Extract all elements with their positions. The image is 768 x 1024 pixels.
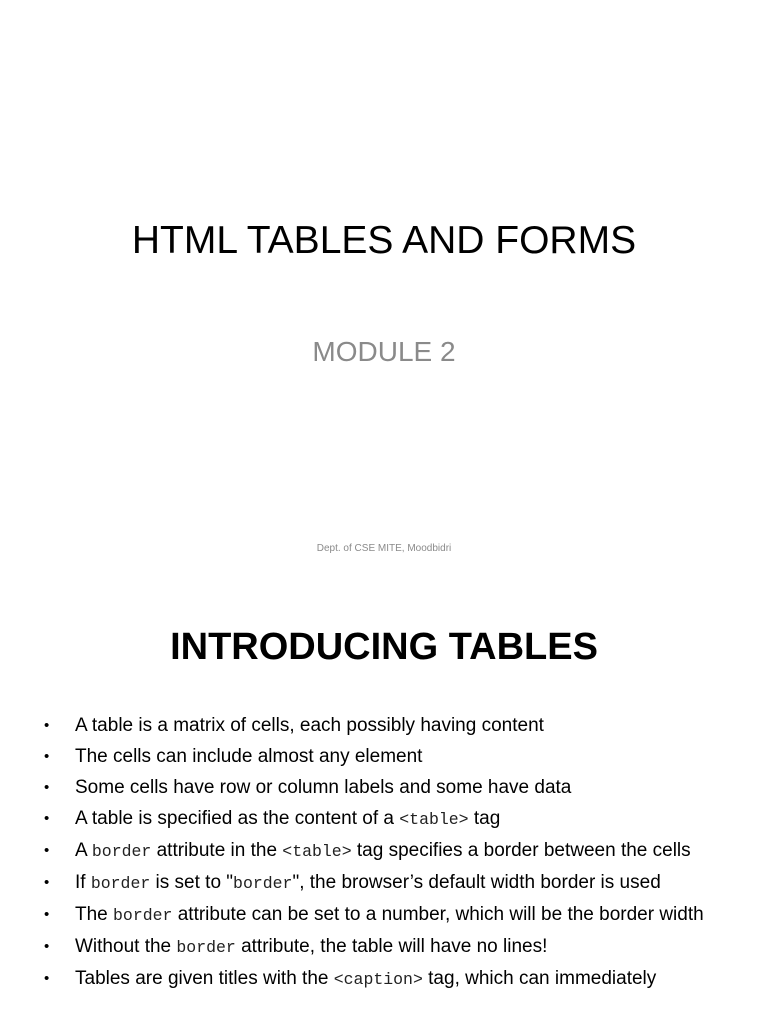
bullet-icon: • <box>44 717 50 734</box>
code-snippet: <table> <box>399 810 469 829</box>
bullet-text: attribute can be set to a number, which will be the border width <box>172 904 704 925</box>
code-snippet: border <box>113 906 173 925</box>
bullet-item <box>44 838 722 865</box>
bullet-text: The <box>75 904 114 925</box>
bullet-icon: • <box>44 874 50 891</box>
code-snippet: border <box>90 874 151 893</box>
bullet-text: Without the <box>75 936 177 957</box>
slide-subtitle: MODULE 2 <box>312 336 456 367</box>
code-snippet: border <box>176 938 236 957</box>
bullet-text: tag <box>468 808 501 829</box>
slide-title: HTML TABLES AND FORMS <box>131 219 637 262</box>
bullet-item <box>44 934 722 961</box>
bullet-item <box>44 744 722 770</box>
bullet-item <box>44 870 722 897</box>
bullet-icon: • <box>44 906 50 923</box>
bullet-text: A table is a matrix of cells, each possibly having content <box>75 715 544 736</box>
bullet-item <box>44 775 722 801</box>
bullet-icon: • <box>44 970 50 987</box>
bullet-text: tag, which can immediately <box>422 968 657 989</box>
bullet-text: is set to " <box>150 872 234 893</box>
bullet-item <box>44 966 722 993</box>
bullet-icon: • <box>44 938 50 955</box>
bullet-icon: • <box>44 779 50 796</box>
bullet-text: A <box>75 840 92 861</box>
code-snippet: border <box>233 874 293 893</box>
bullet-text: Tables are given titles with the <box>75 968 334 989</box>
slide-footer: Dept. of CSE MITE, Moodbidri <box>316 543 452 554</box>
bullet-text: A table is specified as the content of a <box>75 808 400 829</box>
bullet-text: attribute, the table will have no lines! <box>235 936 548 957</box>
code-snippet: <table> <box>282 842 352 861</box>
code-snippet: border <box>91 842 152 861</box>
bullet-item <box>44 902 722 929</box>
bullet-text: If <box>75 872 91 893</box>
bullet-text: Some cells have row or column labels and some have data <box>75 777 572 798</box>
bullet-list <box>44 713 722 998</box>
bullet-icon: • <box>44 810 50 827</box>
bullet-text: ", the browser’s default width border is used <box>292 872 661 893</box>
bullet-icon: • <box>44 748 50 765</box>
bullet-item <box>44 713 722 739</box>
bullet-item <box>44 806 722 833</box>
bullet-text: tag specifies a border between the cells <box>351 840 691 861</box>
bullet-text: The cells can include almost any element <box>75 746 423 767</box>
code-snippet: <caption> <box>333 970 423 989</box>
section-title: INTRODUCING TABLES <box>170 626 598 668</box>
bullet-text: attribute in the <box>151 840 283 861</box>
bullet-icon: • <box>44 842 50 859</box>
